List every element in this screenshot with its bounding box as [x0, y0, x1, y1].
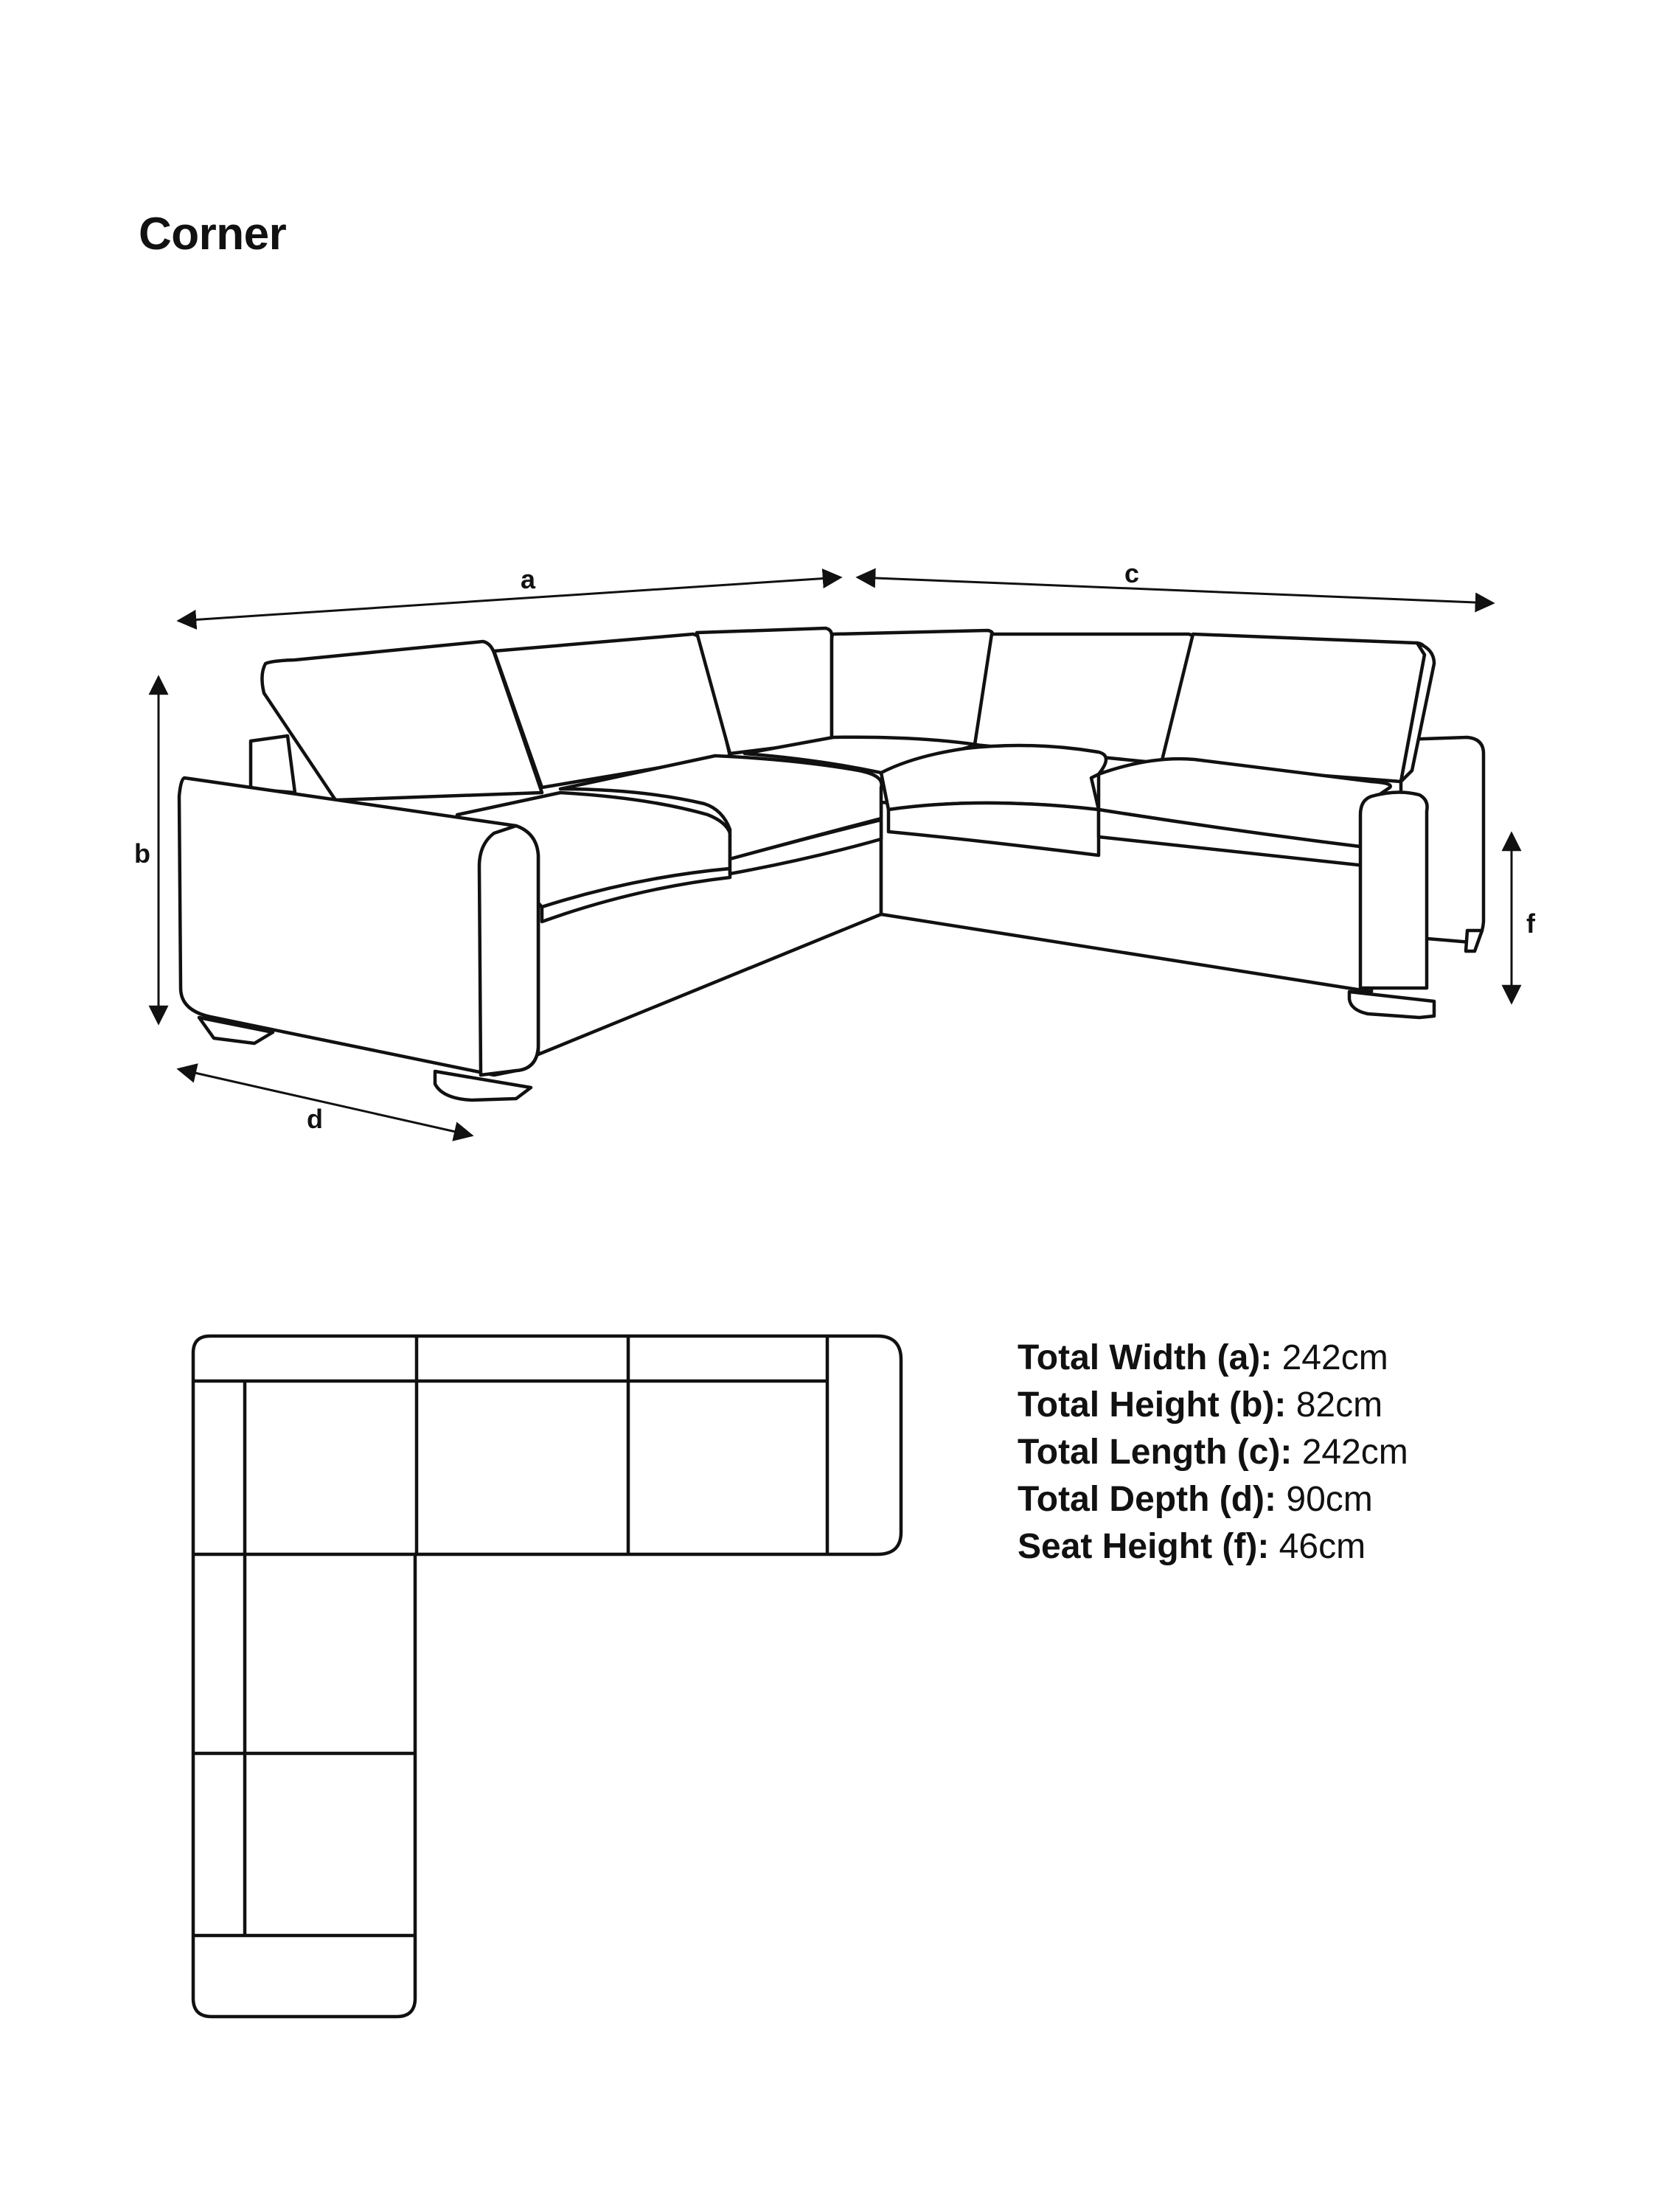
plan-outline	[193, 1336, 901, 2017]
spec-value: 82cm	[1295, 1385, 1383, 1425]
back-cushion-4	[832, 630, 993, 745]
dimension-label-c: c	[1124, 558, 1140, 588]
back-cushion-5	[975, 634, 1194, 763]
spec-list	[1018, 1335, 1408, 1571]
spec-row-height	[1018, 1382, 1408, 1429]
spec-label: Total Length (c):	[1018, 1433, 1293, 1472]
dimension-a-arrow	[178, 577, 841, 621]
spec-value: 90cm	[1286, 1480, 1373, 1519]
page-title: Corner	[139, 209, 287, 260]
left-arm-front-face	[479, 826, 538, 1075]
spec-row-seat-height	[1018, 1523, 1408, 1571]
spec-value: 46cm	[1279, 1527, 1366, 1566]
foot-right-back	[1466, 931, 1482, 951]
spec-row-depth	[1018, 1476, 1408, 1523]
dimension-label-a: a	[521, 564, 536, 594]
spec-row-length	[1018, 1429, 1408, 1476]
dimension-c-arrow	[858, 577, 1493, 603]
spec-label: Seat Height (f):	[1018, 1527, 1270, 1566]
dimension-label-b: b	[134, 838, 150, 869]
spec-label: Total Width (a):	[1018, 1338, 1273, 1377]
spec-label: Total Height (b):	[1018, 1385, 1287, 1425]
dimension-d-arrow	[178, 1069, 472, 1135]
sofa-plan-view	[193, 1336, 901, 2017]
spec-row-width	[1018, 1335, 1408, 1382]
sofa-perspective	[179, 628, 1484, 1100]
right-arm-front	[1360, 792, 1427, 988]
spec-label: Total Depth (d):	[1018, 1480, 1277, 1519]
dimension-label-d: d	[307, 1104, 323, 1134]
spec-value: 242cm	[1301, 1433, 1408, 1472]
dimension-label-f: f	[1526, 908, 1535, 939]
left-arm-back	[251, 736, 295, 793]
foot-right-front	[1349, 992, 1434, 1018]
spec-value: 242cm	[1281, 1338, 1388, 1377]
